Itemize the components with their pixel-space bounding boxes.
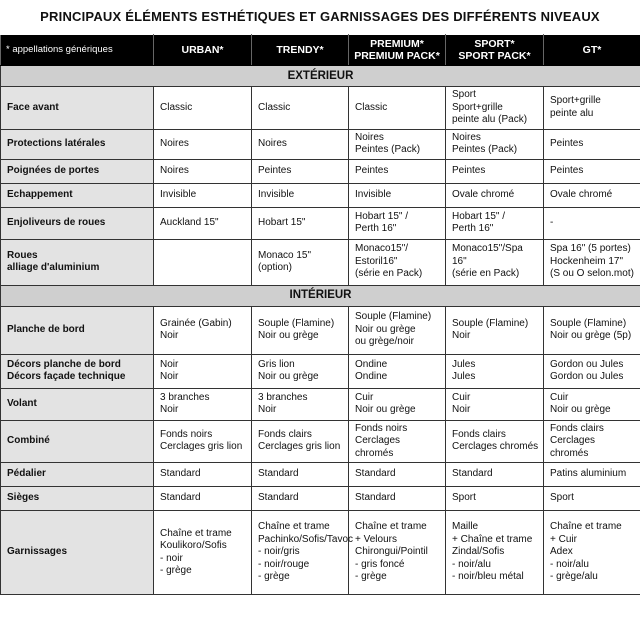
table-cell: Classic [349,87,446,130]
table-cell: Noires [252,129,349,159]
column-header-trendy: TRENDY* [252,35,349,66]
table-cell: Peintes [349,159,446,183]
row-label: Enjoliveurs de roues [1,207,154,239]
table-cell: Classic [154,87,252,130]
column-header-sport: SPORT* SPORT PACK* [446,35,544,66]
table-cell: Standard [252,487,349,511]
table-cell: Hobart 15" [252,207,349,239]
table-cell: Invisible [349,183,446,207]
table-cell: Ovale chromé [446,183,544,207]
table-row [1,239,640,285]
table-cell: Spa 16" (5 portes) Hockenheim 17" (S ou O selon.mot) [544,239,640,285]
table-cell: Cuir Noir ou grège [349,388,446,420]
table-cell: Monaco15"/ Estoril16" (série en Pack) [349,239,446,285]
table-body [1,66,640,595]
table-row [1,87,640,130]
table-cell: Jules Jules [446,354,544,388]
table-cell: Fonds noirs Cerclages chromés [349,420,446,463]
row-label: Sièges [1,487,154,511]
table-row [1,207,640,239]
table-cell: Standard [154,487,252,511]
table-cell: Souple (Flamine) Noir [446,306,544,354]
column-header-premium: PREMIUM* PREMIUM PACK* [349,35,446,66]
table-cell: Cuir Noir [446,388,544,420]
table-cell: Standard [446,463,544,487]
table-cell: Gordon ou Jules Gordon ou Jules [544,354,640,388]
page-title: PRINCIPAUX ÉLÉMENTS ESTHÉTIQUES ET GARNISSAGES DES DIFFÉRENTS NIVEAUX [40,9,600,24]
table-cell: Standard [154,463,252,487]
table-cell: Hobart 15" / Perth 16" [446,207,544,239]
table-cell: Sport+grille peinte alu [544,87,640,130]
table-cell: Souple (Flamine) Noir ou grège ou grège/noir [349,306,446,354]
row-label: Poignées de portes [1,159,154,183]
table-row [1,487,640,511]
table-cell: Gris lion Noir ou grège [252,354,349,388]
row-label: Pédalier [1,463,154,487]
table-cell: Fonds clairs Cerclages chromés [544,420,640,463]
table-cell: Souple (Flamine) Noir ou grège [252,306,349,354]
table-cell: Chaîne et trame + Velours Chirongui/Pointil - gris foncé - grège [349,511,446,595]
column-header-urban: URBAN* [154,35,252,66]
table-cell: Maille + Chaîne et trame Zindal/Sofis - noir/alu - noir/bleu métal [446,511,544,595]
row-label: Garnissages [1,511,154,595]
table-cell: Invisible [252,183,349,207]
table-cell: Peintes [252,159,349,183]
row-label: Roues alliage d'aluminium [1,239,154,285]
table-cell: Classic [252,87,349,130]
row-label: Combiné [1,420,154,463]
table-cell: Chaîne et trame Pachinko/Sofis/Tavoc - noir/gris - noir/rouge - grège [252,511,349,595]
section-row [1,285,640,306]
section-title: INTÉRIEUR [1,285,640,306]
table-cell: Sport Sport+grille peinte alu (Pack) [446,87,544,130]
table-cell: Grainée (Gabin) Noir [154,306,252,354]
table-cell: Souple (Flamine) Noir ou grège (5p) [544,306,640,354]
column-header-gt: GT* [544,35,640,66]
header-row [1,35,640,66]
table-row [1,354,640,388]
table-cell: Chaîne et trame Koulikoro/Sofis - noir - grège [154,511,252,595]
table-cell: Sport [446,487,544,511]
table-cell: Noir Noir [154,354,252,388]
table-cell: Noires Peintes (Pack) [446,129,544,159]
row-label: Echappement [1,183,154,207]
table-cell: Patins aluminium [544,463,640,487]
table-cell: Ovale chromé [544,183,640,207]
table-row [1,129,640,159]
table-cell: Peintes [544,159,640,183]
table-row [1,511,640,595]
section-row [1,66,640,87]
row-label: Face avant [1,87,154,130]
table-cell: Hobart 15" / Perth 16" [349,207,446,239]
table-cell: Peintes [544,129,640,159]
table-cell: Monaco 15" (option) [252,239,349,285]
table-cell: - [544,207,640,239]
table-cell: Chaîne et trame + Cuir Adex - noir/alu - grège/alu [544,511,640,595]
table-cell: Fonds clairs Cerclages gris lion [252,420,349,463]
table-cell: Noires [154,129,252,159]
table-cell: Standard [252,463,349,487]
table-cell: Fonds clairs Cerclages chromés [446,420,544,463]
table-row [1,388,640,420]
table-cell: Standard [349,463,446,487]
table-cell: 3 branches Noir [154,388,252,420]
table-cell: Standard [349,487,446,511]
trim-levels-table [0,34,640,595]
row-label: Protections latérales [1,129,154,159]
table-row [1,159,640,183]
table-cell: Invisible [154,183,252,207]
table-cell: Fonds noirs Cerclages gris lion [154,420,252,463]
table-cell: Cuir Noir ou grège [544,388,640,420]
header-note: * appellations génériques [1,35,154,66]
table-cell: Sport [544,487,640,511]
table-cell: Auckland 15" [154,207,252,239]
row-label: Planche de bord [1,306,154,354]
table-cell: Noires Peintes (Pack) [349,129,446,159]
table-cell: Noires [154,159,252,183]
table-row [1,420,640,463]
table-row [1,306,640,354]
table-cell: Peintes [446,159,544,183]
table-row [1,463,640,487]
table-cell: 3 branches Noir [252,388,349,420]
table-row [1,183,640,207]
table-cell: Ondine Ondine [349,354,446,388]
row-label: Volant [1,388,154,420]
table-cell: Monaco15"/Spa 16" (série en Pack) [446,239,544,285]
section-title: EXTÉRIEUR [1,66,640,87]
row-label: Décors planche de bord Décors façade technique [1,354,154,388]
table-cell [154,239,252,285]
